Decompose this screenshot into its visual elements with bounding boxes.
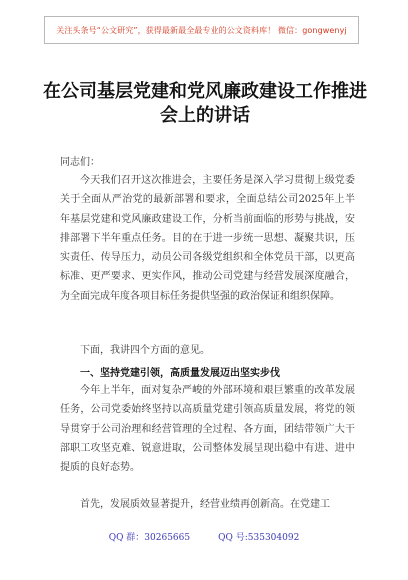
section-paragraph: 今年上半年，面对复杂严峻的外部环境和艰巨繁重的改革发展任务，公司党委始终坚持以高质量党建引领高质量发展，将党的领导贯穿于公司治理和经营管理的全过程、各方面，团结带领广大干部职工攻坚克难、锐意进取，公司整体发展呈现出稳中有进、进中提质的良好态势。	[60, 385, 355, 474]
document-title: 在公司基层党建和党风廉政建设工作推进会上的讲话	[43, 81, 367, 126]
transition-paragraph: 下面，我讲四个方面的意见。	[80, 345, 210, 356]
header-banner	[44, 16, 359, 44]
salutation: 同志们：	[60, 157, 100, 168]
footer-qq-group: QQ 群：30265665	[108, 533, 191, 543]
footer-qq-number: QQ 号:535304092	[218, 533, 300, 543]
section-heading: 一、坚持党建引领，高质量发展迈出坚实步伐	[80, 368, 280, 379]
footer	[0, 530, 408, 543]
banner-text: 关注头条号“公文研究”，获得最新最全最专业的公文资料库！ 微信：gongwenyj	[56, 25, 347, 35]
intro-paragraph: 今天我们召开这次推进会，主要任务是深入学习贯彻上级党委关于全面从严治党的最新部署和要求，全面总结公司2025年上半年基层党建和党风廉政建设工作，分析当前面临的形势与挑战，安排部署下半年重点任务。目的在于进一步统一思想、凝聚共识，压实责任、传导压力，动员公司各级党组织和全体党员干部，以更高标准、更严要求、更实作风，推动公司党建与经营发展深度融合，为全面完成年度各项目标任务提供坚强的政治保证和组织保障。	[60, 175, 355, 302]
section-paragraph: 首先，发展质效显著提升，经营业绩再创新高。在党建工	[80, 499, 330, 510]
